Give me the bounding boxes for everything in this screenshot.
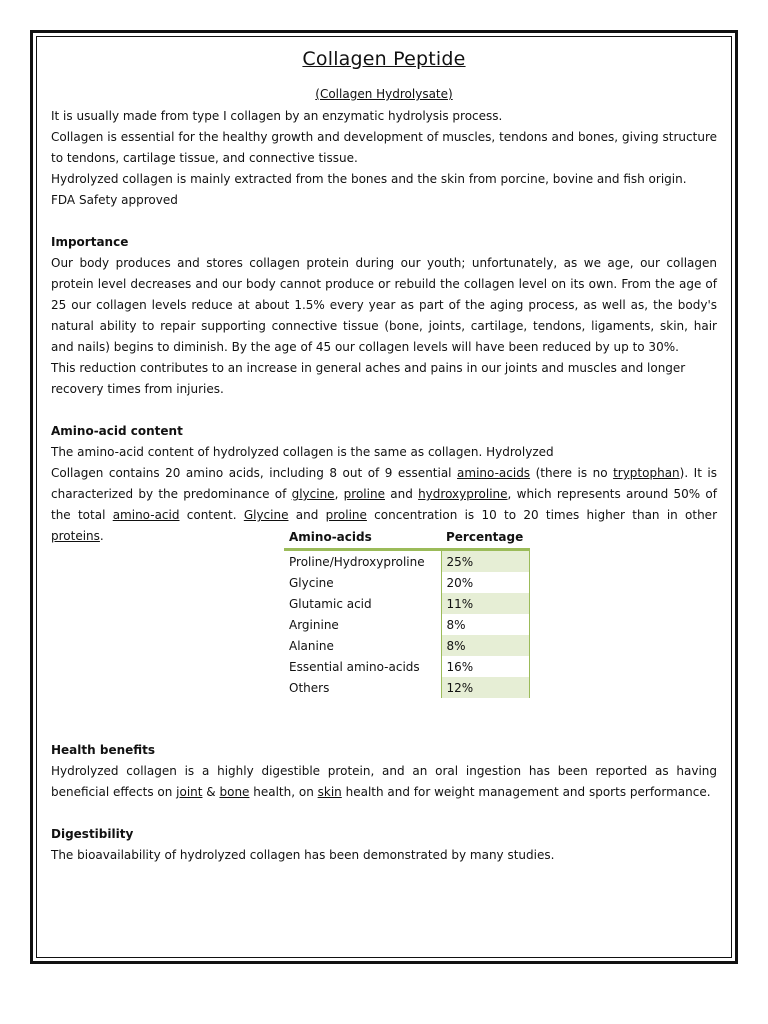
table-row <box>284 550 529 573</box>
link-glycine-2[interactable]: Glycine <box>243 508 289 522</box>
table-cell-name: Glutamic acid <box>289 596 372 611</box>
link-proteins[interactable]: proteins <box>51 529 100 543</box>
table-cell-percentage: 20% <box>441 572 529 593</box>
amino-paragraph: Collagen contains 20 amino acids, including 8 out of 9 essential amino-acids (there is no tryptophan). It is characterized by the predominance of glycine, proline and hydroxyproline, which represents around 50% of the total amino-acid content. Glycine and proline concentration is 10 to 20 times higher than in other proteins. <box>51 466 717 543</box>
table-cell-name: Essential amino-acids <box>289 659 420 674</box>
document-body <box>51 44 717 866</box>
digestibility-text: The bioavailability of hydrolyzed collagen has been demonstrated by many studies. <box>51 848 555 862</box>
table-row <box>284 656 529 677</box>
table-cell-percentage: 8% <box>441 635 529 656</box>
amino-line-1: The amino-acid content of hydrolyzed collagen is the same as collagen. Hydrolyzed <box>51 445 554 459</box>
table-row <box>284 593 529 614</box>
table-row <box>284 572 529 593</box>
link-bone[interactable]: bone <box>219 785 250 799</box>
digestibility-heading: Digestibility <box>51 827 134 841</box>
health-paragraph: Hydrolyzed collagen is a highly digestible protein, and an oral ingestion has been reported as having beneficial effects on joint & bone health, on skin health and for weight management and sports performance. <box>51 764 717 799</box>
link-joint[interactable]: joint <box>176 785 203 799</box>
link-proline-2[interactable]: proline <box>325 508 367 522</box>
table-row <box>284 677 529 698</box>
table-cell-percentage: 11% <box>441 593 529 614</box>
table-cell-name: Others <box>289 680 330 695</box>
amino-acid-table <box>284 526 530 698</box>
table-cell-name: Glycine <box>289 575 334 590</box>
link-skin[interactable]: skin <box>317 785 342 799</box>
table-header-row <box>284 526 529 550</box>
table-cell-percentage: 16% <box>441 656 529 677</box>
page-subtitle: (Collagen Hydrolysate) <box>315 87 453 101</box>
table-cell-name: Arginine <box>289 617 339 632</box>
table-cell-percentage: 25% <box>441 550 529 573</box>
table-cell-name: Proline/Hydroxyproline <box>289 554 425 569</box>
link-proline[interactable]: proline <box>343 487 385 501</box>
link-tryptophan[interactable]: tryptophan <box>613 466 680 480</box>
page-title: Collagen Peptide <box>302 48 466 70</box>
table-header-amino-acids: Amino-acids <box>284 526 441 550</box>
table-cell-percentage: 12% <box>441 677 529 698</box>
intro-line-1: It is usually made from type I collagen by an enzymatic hydrolysis process. <box>51 109 503 123</box>
table-row <box>284 614 529 635</box>
link-glycine[interactable]: glycine <box>291 487 335 501</box>
table-cell-percentage: 8% <box>441 614 529 635</box>
table-header-percentage: Percentage <box>441 526 529 550</box>
intro-line-2: Collagen is essential for the healthy growth and development of muscles, tendons and bones, giving structure to tendons, cartilage tissue, and connective tissue. <box>51 130 717 165</box>
intro-line-3: Hydrolyzed collagen is mainly extracted from the bones and the skin from porcine, bovine and fish origin. <box>51 172 687 186</box>
link-hydroxyproline[interactable]: hydroxyproline <box>418 487 508 501</box>
importance-heading: Importance <box>51 235 129 249</box>
importance-paragraph-2: This reduction contributes to an increase in general aches and pains in our joints and muscles and longer recovery times from injuries. <box>51 361 686 396</box>
health-heading: Health benefits <box>51 743 156 757</box>
link-amino-acids[interactable]: amino-acids <box>457 466 531 480</box>
table-cell-name: Alanine <box>289 638 334 653</box>
amino-heading: Amino-acid content <box>51 424 183 438</box>
importance-paragraph: Our body produces and stores collagen protein during our youth; unfortunately, as we age, our collagen protein level decreases and our body cannot produce or rebuild the collagen level on its own. From the age of 25 our collagen levels reduce at about 1.5% every year as part of the aging process, as well as, the body's natural ability to repair supporting connective tissue (bone, joints, cartilage, tendons, ligaments, skin, hair and nails) begins to diminish. By the age of 45 our collagen levels will have been reduced by up to 30%. <box>51 256 717 354</box>
table-row <box>284 635 529 656</box>
link-amino-acid[interactable]: amino-acid <box>112 508 180 522</box>
intro-line-4: FDA Safety approved <box>51 193 178 207</box>
